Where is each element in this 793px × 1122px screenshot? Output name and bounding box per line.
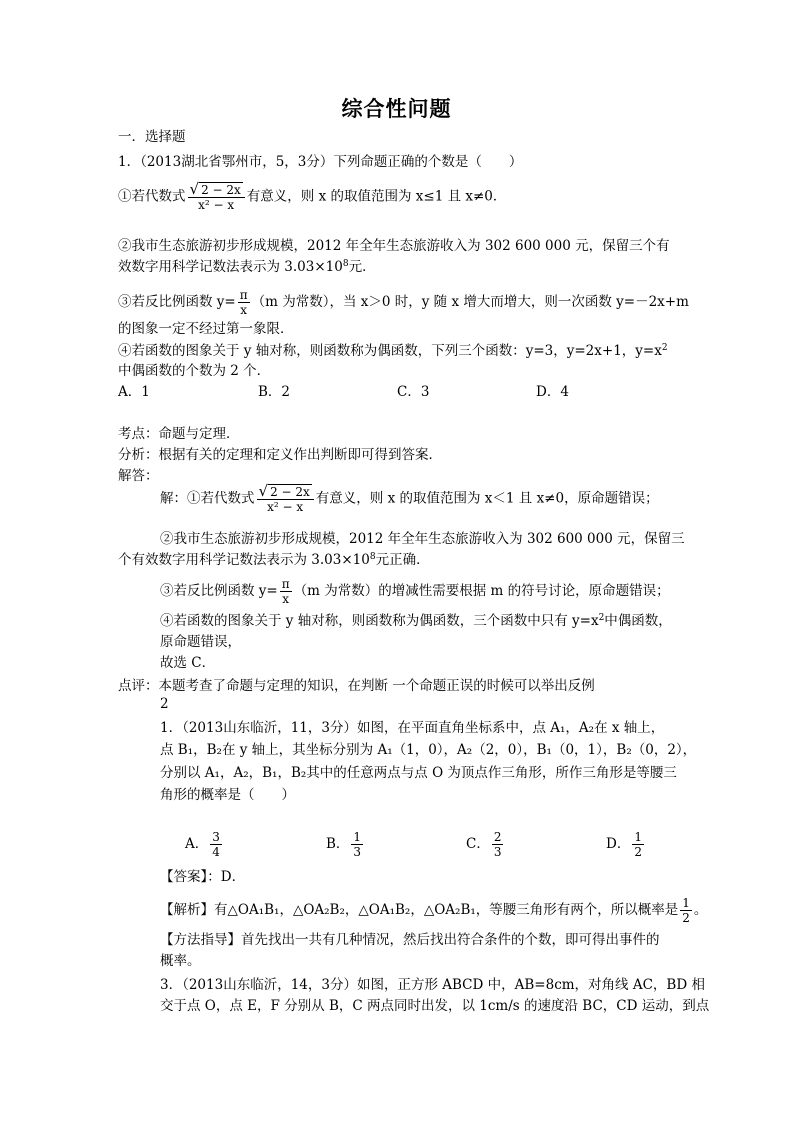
answer-3-line: ③若反比例函数 y= $\frac{\pi}{x}$ （m 为常数）的增减性需要根据 m 的符号讨论，原命题错误； [160,577,670,606]
answer-2-line2: 个有效数字用科学记数法表示为 $3.03\times 10^8$元正确． [118,552,430,568]
fenxi-line: 分析：根据有关的定理和定义作出判断即可得到答案． [118,447,442,463]
q3-line2: 交于点 O，点 E，F 分别从 B，C 两点同时出发，以 1cm/s 的速度沿 BC，CD 运动，到点 [160,998,710,1014]
q1-option-d: D．4 [536,384,569,400]
answer-2-line1: ②我市生态旅游初步形成规模，2012 年全年生态旅游收入为 302 600 000 元，保留三 [160,531,685,547]
q2-line1: 1．（2013山东临沂，11，3分）如图，在平面直角坐标系中，点 A₁，A₂在 x 轴上， [160,720,665,736]
sqrt-sign-icon: √ [189,180,200,198]
q1-statement-4-line1: ④若函数的图象关于 y 轴对称，则函数称为偶函数，下列三个函数：y=3，y=2x+1，$y=x^2$ [118,343,668,359]
q1-s1-denominator: x² − x [198,198,235,212]
q1-statement-2-line1: ②我市生态旅游初步形成规模，2012 年全年生态旅游收入为 302 600 000 元，保留三个有 [118,238,670,254]
q1-statement-3: ③若反比例函数 y= $\frac{\pi}{x}$ （m 为常数），当 x＞0 时，y 随 x 增大而增大，则一次函数 y=－2x+m [118,288,689,317]
q1-s1-pre: ①若代数式 [118,188,186,205]
q1-stem: 1．（2013湖北省鄂州市，5，3分）下列命题正确的个数是（ ） [118,154,523,170]
q1-option-a: A．1 [118,384,150,400]
q2-jiexi: 【解析】有△OA₁B₁，△OA₂B₂，△OA₁B₂，△OA₂B₁，等腰三角形有两个，所以概率是 $\frac{1}{2}$ 。 [160,896,708,925]
jieda-label: 解答： [118,468,159,484]
q1-statement-4-line2: 中偶函数的个数为 2 个． [118,363,271,379]
q2-answer: 【答案】：D． [160,869,246,885]
a1-fraction: $\frac{√ 2 - 2x}{\text{x² − x}}$ [257,484,314,514]
exponent: 2 [598,613,605,623]
answer-4-line3: 故选 C． [160,655,216,671]
q1-s1-fraction [188,182,245,212]
answer-4-line1: ④若函数的图象关于 y 轴对称，则函数称为偶函数，三个函数中只有 $y=x^2$中偶函数， [160,613,672,629]
q2-line3: 分别以 A₁，A₂，B₁，B₂其中的任意两点与点 O 为顶点作三角形，所作三角形是等腰三 [160,765,677,781]
q2-option-b: B． $\frac{1}{3}$ [326,830,362,859]
q2-method-line2: 概率。 [160,953,201,969]
q1-s1-numerator: 2 − 2x [201,183,241,197]
dianping-line: 点评：本题考查了命题与定理的知识，在判断 一个命题正误的时候可以举出反例 [118,678,595,694]
page-number: 2 [160,696,169,712]
q3-line1: 3．（2013山东临沂，14，3分）如图，正方形 ABCD 中，AB=8cm，对角线 AC，BD 相 [160,977,705,993]
q1-statement-1 [118,182,506,212]
exponent: 8 [342,259,349,269]
sqrt-sign-icon: √ [258,482,269,500]
q2-line2: 点 B₁，B₂在 y 轴上，其坐标分别为 A₁（1，0），A₂（2，0），B₁（0，1），B₂（0，2）， [160,742,697,758]
kaodian-line: 考点：命题与定理． [118,426,240,442]
q2-method-line1: 【方法指导】首先找出一共有几种情况，然后找出符合条件的个数，即可得出事件的 [160,932,660,948]
q2-option-d: D． $\frac{1}{2}$ [606,830,642,859]
q1-option-c: C．3 [397,384,430,400]
q1-s3-fraction: $\frac{\pi}{x}$ [239,288,248,317]
q2-line4: 角形的概率是（ ） [160,787,295,803]
answer-4-line2: 原命题错误， [160,634,241,650]
page-title: 综合性问题 [341,96,452,121]
q1-statement-3-line2: 的图象一定不经过第一象限． [118,321,294,337]
q2-option-a: A． $\frac{3}{4}$ [185,830,220,859]
q1-s1-post: 有意义，则 x 的取值范围为 x≤1 且 x≠0． [246,188,507,205]
q2-option-c: C． $\frac{2}{3}$ [466,830,502,859]
exponent: 2 [661,343,668,353]
q1-statement-2-line2: 效数字用科学记数法表示为 $3.03\times 10^8$元． [118,259,376,275]
exponent: 8 [369,552,376,562]
a3-fraction: $\frac{\pi}{x}$ [281,577,290,606]
q1-option-b: B．2 [258,384,291,400]
answer-1-line: 解：①若代数式 $\frac{√ 2 - 2x}{\text{x² − x}}$ 有意义，则 x 的取值范围为 x＜1 且 x≠0，原命题错误； [160,482,659,514]
section-heading: 一．选择题 [118,129,186,145]
